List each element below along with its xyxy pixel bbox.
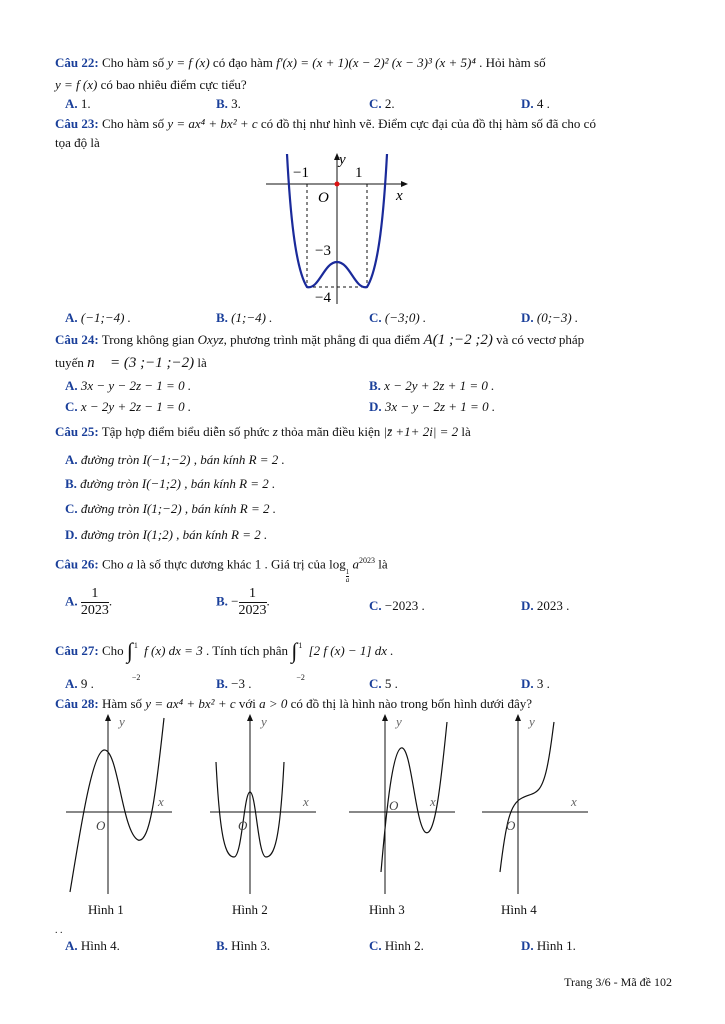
question-26-stem: Câu 26: Cho a là số thực dương khác 1 . Giá trị của log $\frac{1}{a}$ $a^{2023}$ là xyxy=(55,556,388,585)
question-22-stem: Câu 22: Cho hàm số y = f (x) có đạo hàm f′(x) = (x + 1)(x − 2)² (x − 3)³ (x + 5)⁴ . Hỏi hàm số xyxy=(55,55,546,70)
question-24-stem: Câu 24: Trong không gian Oxyz, phương trình mặt phẳng đi qua điểm A(1 ;−2 ;2) và có vectơ pháp xyxy=(55,332,585,348)
tick-minus-1: −1 xyxy=(293,165,309,181)
integral-sign: ∫ 1 −2 xyxy=(126,638,141,683)
question-25-stem: Câu 25: Tập hợp điểm biểu diễn số phức z thỏa mãn điều kiện |z̄ +1+ 2i| = 2 là xyxy=(55,424,471,439)
answer-option: C. đường tròn I(1;−2) , bán kính R = 2 . xyxy=(65,501,277,516)
answer-option: C. −2023 . xyxy=(369,598,425,613)
y-label: y xyxy=(529,714,535,729)
figure-1-caption: Hình 1 xyxy=(88,902,124,917)
figure-2-caption: Hình 2 xyxy=(232,902,268,917)
origin-label: O xyxy=(96,818,106,833)
dots: . . xyxy=(55,925,63,936)
figure-3-caption: Hình 3 xyxy=(369,902,405,917)
x-label: x xyxy=(158,794,164,809)
question-24-stem-line2: tuyến n⃗ = (3 ;−1 ;−2) là xyxy=(55,355,207,371)
answer-option: C. Hình 2. xyxy=(369,938,424,953)
question-27-stem: Câu 27: Cho ∫ 1 −2 f (x) dx = 3 . Tính tích phân ∫ 1 −2 [2 f (x) − 1] dx . xyxy=(55,638,394,683)
answer-option: D. 2023 . xyxy=(521,598,570,613)
answer-option: C. x − 2y + 2z − 1 = 0 . xyxy=(65,399,192,414)
origin-label: O xyxy=(318,190,329,206)
tick-1: 1 xyxy=(355,165,363,181)
answer-option: D. 3x − y − 2z + 1 = 0 . xyxy=(369,399,496,414)
curve xyxy=(70,718,164,892)
answer-option: A. 1. xyxy=(65,96,91,111)
answer-option: A. $\frac{1}{2023}$ . xyxy=(65,586,113,618)
answer-option: D. 4 . xyxy=(521,96,550,111)
y-label: y xyxy=(396,714,402,729)
origin-label: O xyxy=(506,818,516,833)
figure-4-caption: Hình 4 xyxy=(501,902,537,917)
answer-option: C. 5 . xyxy=(369,676,398,691)
answer-option: D. (0;−3) . xyxy=(521,310,579,325)
x-label: x xyxy=(303,794,309,809)
origin-label: O xyxy=(238,818,248,833)
x-label: x xyxy=(396,188,403,204)
tick-minus-4: −4 xyxy=(315,290,331,306)
y-label: y xyxy=(261,714,267,729)
answer-option: A. Hình 4. xyxy=(65,938,120,953)
question-23-stem-line2: tọa độ là xyxy=(55,135,100,150)
answer-option: D. đường tròn I(1;2) , bán kính R = 2 . xyxy=(65,527,268,542)
answer-option: D. Hình 1. xyxy=(521,938,576,953)
answer-option: B. Hình 3. xyxy=(216,938,271,953)
y-label: y xyxy=(119,714,125,729)
answer-option: B. đường tròn I(−1;2) , bán kính R = 2 . xyxy=(65,476,276,491)
answer-option: D. 3 . xyxy=(521,676,550,691)
question-28-stem: Câu 28: Hàm số y = ax⁴ + bx² + c với a > 0 có đồ thị là hình nào trong bốn hình dưới đây? xyxy=(55,696,533,711)
figure-1 xyxy=(62,712,177,897)
x-axis-arrow xyxy=(401,181,408,187)
answer-option: A. 9 . xyxy=(65,676,94,691)
answer-option: C. (−3;0) . xyxy=(369,310,427,325)
figure-4 xyxy=(478,712,593,897)
answer-option: B. x − 2y + 2z + 1 = 0 . xyxy=(369,378,495,393)
page-footer: Trang 3/6 - Mã đề 102 xyxy=(564,975,672,989)
quartic-graph xyxy=(262,150,412,310)
tick-minus-3: −3 xyxy=(315,243,331,259)
answer-option: B. − $\frac{1}{2023}$ . xyxy=(216,586,270,618)
origin-label: O xyxy=(389,798,399,813)
question-22-stem-line2: y = f (x) có bao nhiêu điểm cực tiểu? xyxy=(55,77,247,92)
y-label: y xyxy=(339,152,346,168)
answer-option: A. đường tròn I(−1;−2) , bán kính R = 2 . xyxy=(65,452,285,467)
integral-sign: ∫ 1 −2 xyxy=(291,638,305,683)
answer-option: B. −3 . xyxy=(216,676,252,691)
x-label: x xyxy=(430,794,436,809)
answer-option: A. 3x − y − 2z − 1 = 0 . xyxy=(65,378,192,393)
answer-option: C. 2. xyxy=(369,96,395,111)
answer-option: B. 3. xyxy=(216,96,241,111)
figure-2 xyxy=(206,712,321,897)
curve xyxy=(500,722,554,872)
question-23-stem: Câu 23: Cho hàm số y = ax⁴ + bx² + c có đồ thị như hình vẽ. Điểm cực đại của đồ thị hàm số đã cho có xyxy=(55,116,596,131)
curve xyxy=(381,722,447,872)
answer-option: A. (−1;−4) . xyxy=(65,310,131,325)
figure-3 xyxy=(345,712,460,897)
question-label: Câu 22: xyxy=(55,55,99,70)
x-label: x xyxy=(571,794,577,809)
origin-point xyxy=(335,182,340,187)
answer-option: B. (1;−4) . xyxy=(216,310,273,325)
